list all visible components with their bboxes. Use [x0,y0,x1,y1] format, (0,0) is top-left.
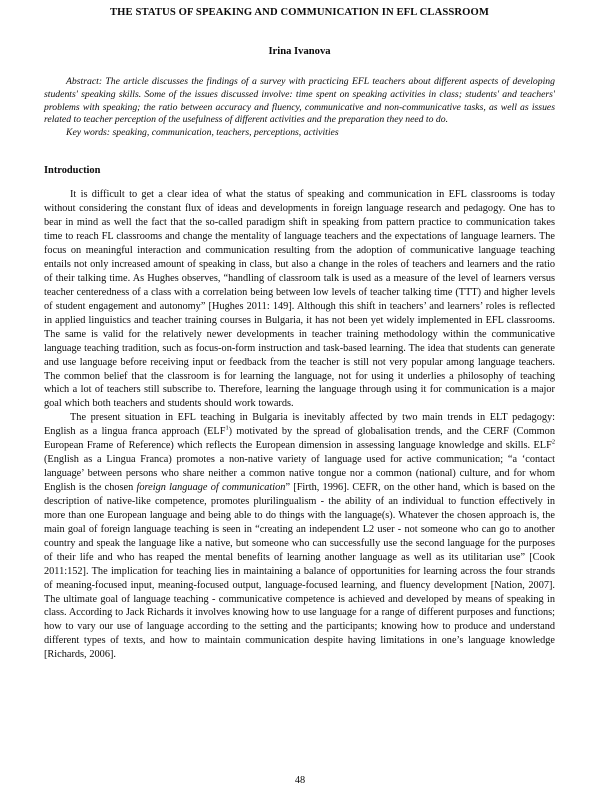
page-number: 48 [294,774,306,786]
author-name: Irina Ivanova [268,46,331,58]
paragraph-introduction-1: It is difficult to get a clear idea of what the status of speaking and communication in EFL classrooms is today without considering the constant flux of ideas and developments in foreign language research and pedagogy. One has to bear in mind as well the fact that the so-called paradigm shift in speaking from pattern practice to communication takes time to reach FL classrooms and change the mentality of language teachers and the expectations of language learners. The focus on meaningful interaction and communication resulting from the adoption of communicative language teaching entails not only increased amount of speaking in class, but also a change in the roles of teachers and learners and the ratio of their talking time. As Hughes observes, “handling of classroom talk is used as a measure of the level of learners versus teacher centeredness of a class with a correlation being between low levels of teacher talking time (TTT) and higher levels of student engagement and autonomy” [Hughes 2011: 149]. Although this shift in teachers’ and learners’ roles is reflected in applied linguistics and teacher training courses in Bulgaria, it has not been yet widely implemented in EFL classrooms. The same is valid for the relatively newer developments in teacher training methodology within the communicative language teaching tradition, such as focus-on-form instruction and task-based learning. The idea that students can generate and use language before receiving input or feedback from the teacher is still not very popular among language teachers. The common belief that the classroom is for learning the language, not for using it underlies a philosophy of teaching which a lot of teachers still subscribe to. Therefore, learning the language through using it for communication is a major goal which both teachers and students should work towards. [44,189,555,410]
footnote-marker-1: 1 [225,424,229,432]
paragraph-2-italic-phrase: foreign language of communication [136,482,286,494]
paragraph-introduction-2 [44,411,555,662]
paragraph-2-run-4: ” [Firth, 1996]. CEFR, on the other hand, which is based on the description of native-like competence, promotes plurilingualism - the ability of an individual to function effectively in more than one European language and being able to do things with the language(s). Whatever the chosen approach is, the main goal of foreign language teaching is seen in “creating an independent L2 user - not someone who can go to another country and speak the language like a native, but someone who can successfully use the second language for the purposes of their life and who has reaped the mental benefits of learning another language as well as its utilitarian use” [Cook 2011:152]. The implication for teaching lies in maintaining a balance of opportunities for learning across the four strands of meaning-focused input, meaning-focused output, language-focused learning, and fluency development [Nation, 2007]. The ultimate goal of language teaching - communicative competence is achieved and developed by means of speaking in class. According to Jack Richards it involves knowing how to use language for a range of different purposes and functions; how to vary our use of language according to the setting and the participants; knowing how to produce and understand different types of texts, and how to maintain communication despite having limitations in one’s language knowledge [Richards, 2006]. [44,482,555,661]
footnote-marker-2: 2 [551,438,555,446]
page-title: THE STATUS OF SPEAKING AND COMMUNICATION IN EFL CLASSROOM [109,7,490,18]
paragraph-2-run-3: (English as a Lingua Franca) promotes a non-native variety of language used for active communication; “a ‘contact language’ between persons who share neither a common native tongue nor a common (national) culture, and for whom English is the chosen [44,454,555,494]
paragraph-2-run-1: The present situation in EFL teaching in Bulgaria is inevitably affected by two main trends in ELT pedagogy: English as a lingua franca approach (ELF [44,412,555,438]
paragraph-2-run-2: ) motivated by the spread of globalisation trends, and the CERF (Common European Frame of Reference) which reflects the European dimension in assessing language knowledge and skills. ELF [44,426,555,452]
keywords-text: Key words: speaking, communication, teachers, perceptions, activities [66,126,339,138]
abstract-text: Abstract: The article discusses the findings of a survey with practicing EFL teachers about different aspects of developing students' speaking skills. Some of the issues discussed involve: time spent on speaking activities in class; students' and teachers' problems with speaking; the ratio between accuracy and fluency, communicative and non-communicative tasks, as well as issues related to teacher perception of the usefulness of different activities and the preparation they need to do. [44,76,555,126]
section-heading-introduction: Introduction [44,165,101,177]
